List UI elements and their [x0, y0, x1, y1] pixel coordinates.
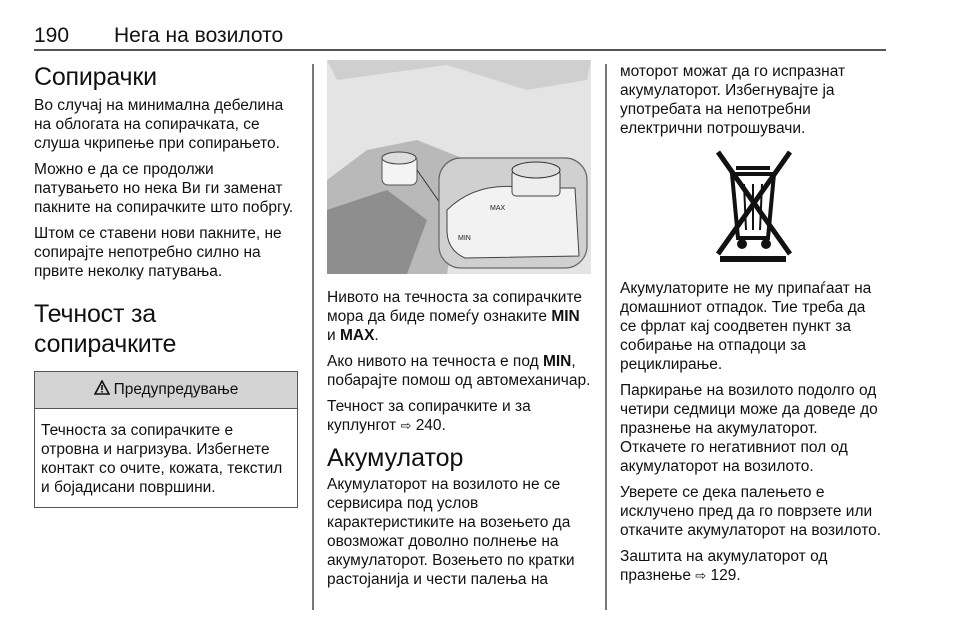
- fluid-ref-paragraph: [327, 397, 591, 435]
- fluid-text-2: и: [327, 327, 340, 344]
- section-heading-battery: Акумулатор: [327, 444, 464, 472]
- fluid-low-text-2: , побарајте помош од автомеханичар.: [327, 353, 591, 389]
- battery-ref-text: Заштита на акумулаторот од празнење: [620, 548, 828, 584]
- fluid-level-paragraph: [327, 288, 591, 345]
- warning-header: [35, 372, 297, 409]
- min-mark-label: MIN: [458, 235, 471, 242]
- fluid-text-3: .: [374, 327, 379, 344]
- battery-paragraph-3: Паркирање на возилото подолго од четири седмици може да доведе до празнење на акумулаторот. Откачете го негативниот пол од акумулаторот на возилото.: [620, 382, 878, 475]
- min-label: MIN: [551, 308, 580, 325]
- column-2: [327, 62, 591, 596]
- warning-triangle-icon: [94, 380, 110, 400]
- brake-fluid-reservoir-image: [327, 60, 591, 274]
- battery-paragraph-2: Акумулаторите не му припаѓаат на домашниот отпадок. Тие треба да се фрлат кај соодветен пункт за собирање на отпадоци за рециклирање.: [620, 280, 872, 373]
- section-heading-brake-fluid: Течност за сопирачките: [34, 300, 177, 358]
- warning-text: Течноста за сопирачките е отровна и нагризува. Избегнете контакт со очите, кожата, текстил и бојадисани површини.: [41, 422, 283, 496]
- brakes-paragraph-2: Можно е да се продолжи патувањето но нека Ви ги заменат пакните на сопирачките што побргу.: [34, 161, 294, 216]
- column-1: [34, 62, 298, 508]
- crossed-out-bin-icon: [620, 145, 886, 265]
- reference-arrow-icon: ⇨: [400, 418, 412, 433]
- header-divider: [34, 49, 886, 51]
- warning-title: Предупредување: [113, 381, 239, 398]
- fluid-ref-page[interactable]: 240.: [415, 417, 446, 434]
- battery-paragraph-4: Уверете се дека палењето е исклучено пред да го поврзете или откачите акумулаторот на возилото.: [620, 484, 882, 539]
- battery-ref-paragraph: [620, 547, 886, 585]
- battery-paragraph-1-cont: моторот можат да го испразнат акумулаторот. Избегнувајте ја употребата на непотребни електрични потрошувачи.: [620, 63, 846, 137]
- brakes-paragraph-1: Во случај на минимална дебелина на облогата на сопирачката, се слуша чкрипење при сопирањето.: [34, 97, 284, 152]
- fluid-text-1: Нивото на течноста за сопирачките мора да биде помеѓу ознаките: [327, 289, 583, 325]
- fluid-low-text-1: Ако нивото на течноста е под: [327, 353, 543, 370]
- battery-paragraph-1: Акумулаторот на возилото не се сервисира под услов карактеристиките на возењето да овозможат доволно полнење на акумулаторот. Возењето по кратки растојанија и чести палења на: [327, 476, 575, 588]
- battery-ref-page[interactable]: 129.: [710, 567, 741, 584]
- column-divider-2: [605, 64, 607, 610]
- brakes-paragraph-3: Штом се ставени нови пакните, не сопирајте непотребно силно на првите неколку патувања.: [34, 225, 282, 280]
- fluid-ref-text: Течност за сопирачките и за куплунгот: [327, 398, 531, 434]
- max-label: MAX: [339, 327, 375, 344]
- reference-arrow-icon: ⇨: [695, 568, 707, 583]
- warning-box: [34, 371, 298, 508]
- min-label-2: MIN: [542, 353, 572, 370]
- page-number: 190: [34, 24, 70, 47]
- column-3: [620, 62, 886, 592]
- column-divider-1: [312, 64, 314, 610]
- page-header: [34, 24, 886, 50]
- section-heading-brakes: Сопирачки: [34, 63, 157, 91]
- chapter-title: Нега на возилото: [114, 24, 284, 47]
- max-mark-label: MAX: [490, 205, 506, 212]
- fluid-low-paragraph: [327, 352, 591, 390]
